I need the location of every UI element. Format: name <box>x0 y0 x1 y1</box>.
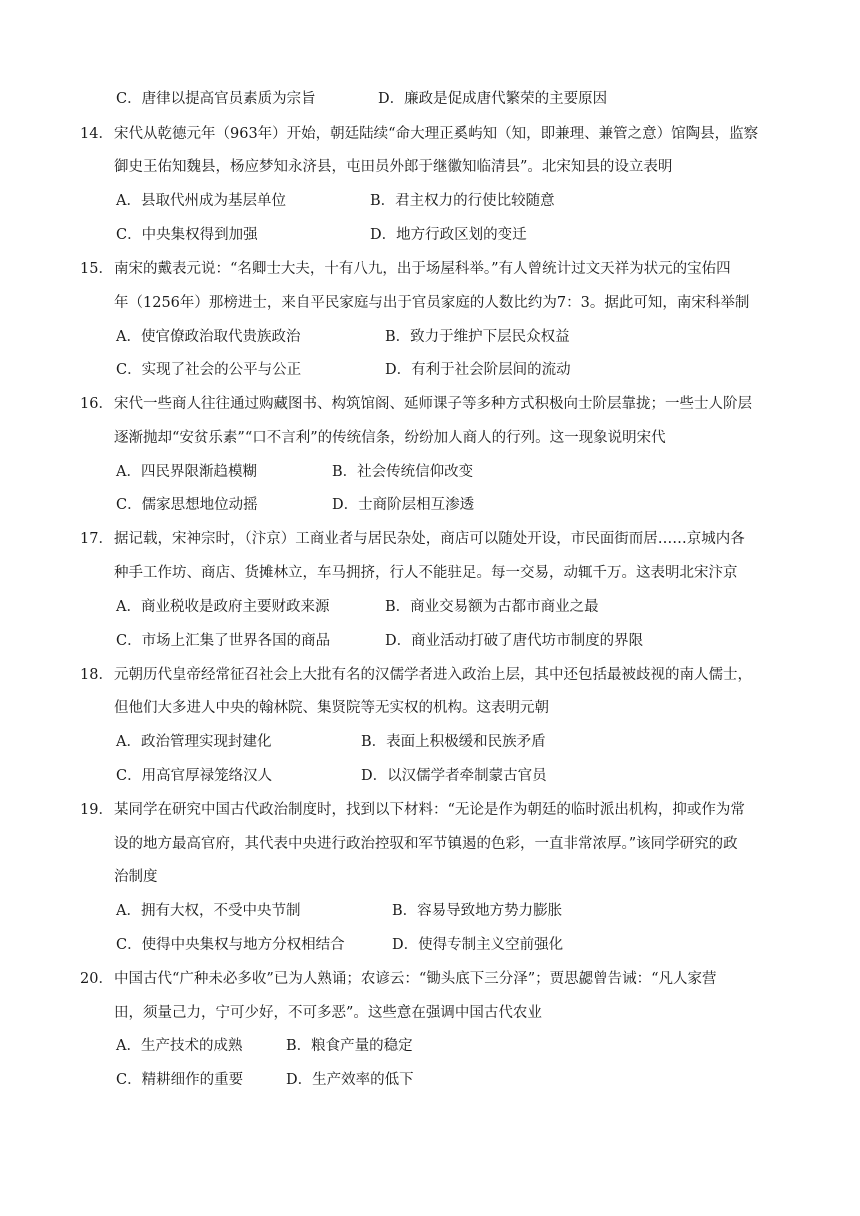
option-d: D．使得专制主义空前强化 <box>392 937 564 953</box>
option-d: D．以汉儒学者牵制蒙古官员 <box>361 768 547 784</box>
stem-line: 宋代从乾德元年（963年）开始，朝廷陆续“命大理正奚屿知（知，即兼理、兼管之意）馆陶县，监察 <box>114 126 759 142</box>
stem-line: 种手工作坊、商店、货摊林立，车马拥挤，行人不能驻足。每一交易，动辄千万。这表明北宋汴京 <box>114 565 738 581</box>
option-c: C．精耕细作的重要 <box>116 1072 244 1088</box>
option-c: C．实现了社会的公平与公正 <box>116 362 302 378</box>
option-row <box>378 89 607 109</box>
option-a: A．政治管理实现封建化 <box>116 734 272 750</box>
question-stem <box>80 969 717 989</box>
question-stem <box>80 259 731 279</box>
stem-line: 逐渐抛却“安贫乐素”“口不言利”的传统信条，纷纷加人商人的行列。这一现象说明宋代 <box>114 430 666 446</box>
stem-line: 年（1256年）那榜进士，来自平民家庭与出于官员家庭的人数比约为7：3。据此可知，南宋科举制 <box>114 295 750 311</box>
option-c: C．儒家思想地位动摇 <box>116 497 258 513</box>
stem-line: 宋代一些商人往往通过购藏图书、构筑馆阁、延师课子等多种方式积极向士阶层靠拢；一些士人阶层 <box>114 396 752 412</box>
option-c: C．用高官厚禄笼络汉人 <box>116 768 273 784</box>
question-stem <box>80 529 745 549</box>
option-b: B．表面上积极缓和民族矛盾 <box>361 734 546 750</box>
option-b: B．君主权力的行使比较随意 <box>370 193 555 209</box>
question-number: 15． <box>80 261 113 277</box>
option-d: D．有利于社会阶层间的流动 <box>385 362 571 378</box>
stem-line: 南宋的戴表元说：“名卿士大夫，十有八九，出于场屋科举。”有人曾统计过文天祥为状元的宝佑四 <box>114 261 731 277</box>
question-number: 19． <box>80 802 113 818</box>
option-c: C．唐律以提高官员素质为宗旨 <box>116 91 316 107</box>
question-number: 14． <box>80 126 113 142</box>
option-d: D．生产效率的低下 <box>286 1072 414 1088</box>
option-row <box>116 89 316 109</box>
stem-line: 某同学在研究中国古代政治制度时，找到以下材料：“无论是作为朝廷的临时派出机构，抑或作为常 <box>114 802 745 818</box>
stem-line: 设的地方最高官府，其代表中央进行政治控驭和军节镇遏的色彩，一直非常浓厚。”该同学研究的政 <box>114 836 738 852</box>
stem-line: 御史王佑知魏县，杨应梦知永济县，屯田员外郎于继徽知临清县”。北宋知县的设立表明 <box>114 159 673 175</box>
option-a: A．使官僚政治取代贵族政治 <box>116 329 301 345</box>
question-stem <box>80 124 758 144</box>
option-b: B．容易导致地方势力膨胀 <box>392 903 563 919</box>
option-b: B．商业交易额为古都市商业之最 <box>385 599 599 615</box>
stem-line: 田，须量己力，宁可少好，不可多恶”。这些意在强调中国古代农业 <box>114 1005 542 1021</box>
question-number: 18． <box>80 667 113 683</box>
option-b: B．社会传统信仰改变 <box>332 464 474 480</box>
question-stem <box>80 800 745 820</box>
stem-line: 元朝历代皇帝经常征召社会上大批有名的汉儒学者进入政治上层，其中还包括最被歧视的南人儒士， <box>114 667 752 683</box>
option-b: B．粮食产量的稳定 <box>286 1038 413 1054</box>
option-d: D．廉政是促成唐代繁荣的主要原因 <box>378 91 608 107</box>
option-d: D．士商阶层相互渗透 <box>332 497 475 513</box>
question-stem <box>80 394 752 414</box>
question-number: 20． <box>80 971 113 987</box>
option-a: A．生产技术的成熟 <box>116 1038 243 1054</box>
option-d: D．商业活动打破了唐代坊市制度的界限 <box>385 633 644 649</box>
stem-line: 中国古代“广种未必多收”已为人熟诵；农谚云：“锄头底下三分泽”；贾思勰曾告诫：“凡人家营 <box>114 971 717 987</box>
option-d: D．地方行政区划的变迁 <box>370 227 527 243</box>
option-c: C．中央集权得到加强 <box>116 227 258 243</box>
stem-line: 但他们大多进人中央的翰林院、集贤院等无实权的机构。这表明元朝 <box>114 700 549 716</box>
option-a: A．县取代州成为基层单位 <box>116 193 286 209</box>
stem-line: 治制度 <box>114 869 158 885</box>
option-c: C．使得中央集权与地方分权相结合 <box>116 937 345 953</box>
option-a: A．拥有大权，不受中央节制 <box>116 903 301 919</box>
stem-line: 据记载，宋神宗时，（汴京）工商业者与居民杂处，商店可以随处开设，市民面街而居……京城内各 <box>114 531 745 547</box>
question-number: 17． <box>80 531 113 547</box>
option-c: C．市场上汇集了世界各国的商品 <box>116 633 331 649</box>
question-stem <box>80 665 752 685</box>
question-number: 16． <box>80 396 113 412</box>
option-b: B．致力于维护下层民众权益 <box>385 329 570 345</box>
option-a: A．商业税收是政府主要财政来源 <box>116 599 330 615</box>
option-a: A．四民界限渐趋模糊 <box>116 464 257 480</box>
